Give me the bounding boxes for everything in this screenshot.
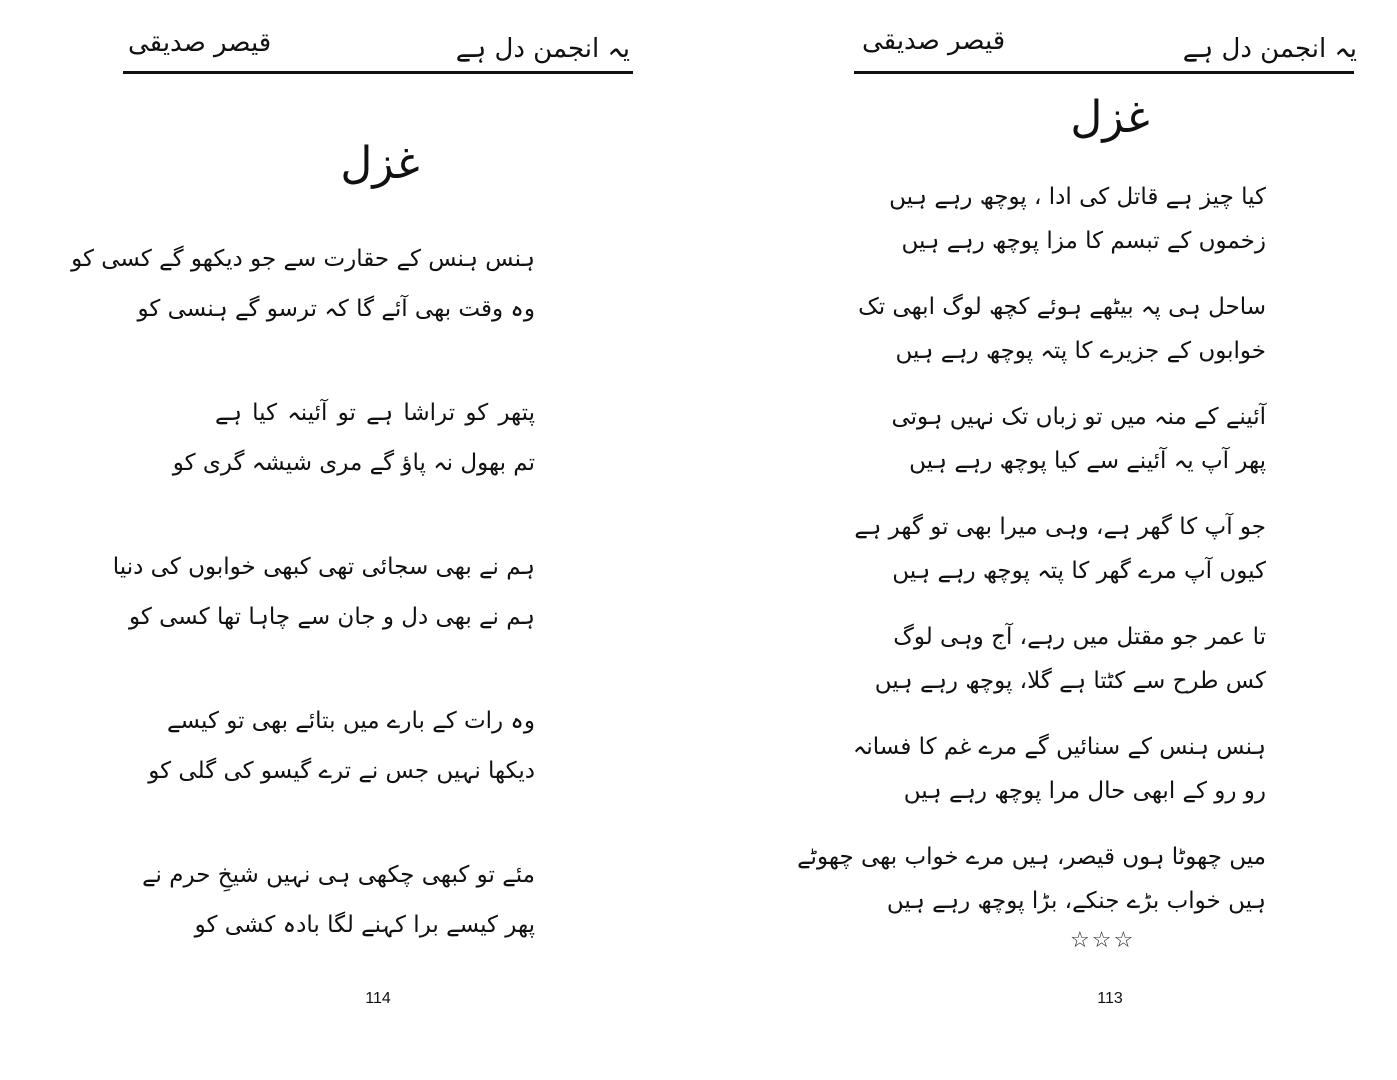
header-book-title: یہ انجمن دل ہے: [455, 34, 630, 64]
misra-first: ساحل ہی پہ بیٹھے ہوئے کچھ لوگ ابھی تک: [858, 294, 1266, 320]
misra-first: پتھر کو تراشا ہے تو آئینہ کیا ہے: [215, 400, 535, 426]
misra-second: کیوں آپ مرے گھر کا پتہ پوچھ رہے ہیں: [892, 558, 1266, 584]
couplet: [112, 554, 535, 656]
misra-second: کس طرح سے کٹتا ہے گلا، پوچھ رہے ہیں: [874, 668, 1266, 694]
header-author: قیصر صدیقی: [128, 28, 272, 58]
misra-second: تم بھول نہ پاؤ گے مری شیشہ گری کو: [172, 450, 535, 476]
misra-first: ہنس ہنس کے حقارت سے جو دیکھو گے کسی کو: [71, 246, 535, 272]
header-rule: [854, 71, 1354, 74]
ghazal-title: غزل: [1070, 92, 1150, 143]
misra-first: آئینے کے منہ میں تو زباں تک نہیں ہوتی: [891, 404, 1266, 430]
end-stars-ornament: ☆☆☆: [1070, 928, 1136, 953]
page-number: 113: [1097, 990, 1123, 1007]
misra-first: میں چھوٹا ہوں قیصر، ہیں مرے خواب بھی چھوٹے: [797, 844, 1266, 870]
page-number: 114: [365, 990, 391, 1007]
couplet: [142, 862, 535, 964]
misra-first: ہم نے بھی سجائی تھی کبھی خوابوں کی دنیا: [112, 554, 535, 580]
couplet: [172, 400, 535, 502]
left-page: [0, 0, 690, 1080]
misra-first: تا عمر جو مقتل میں رہے، آج وہی لوگ: [893, 624, 1266, 650]
couplet: [858, 294, 1266, 384]
misra-second: ہیں خواب بڑے جنکے، بڑا پوچھ رہے ہیں: [886, 888, 1266, 914]
misra-second: ہم نے بھی دل و جان سے چاہا تھا کسی کو: [128, 604, 535, 630]
header-author: قیصر صدیقی: [862, 26, 1006, 56]
couplet: [852, 734, 1266, 824]
ghazal-title: غزل: [340, 138, 420, 189]
misra-second: پھر کیسے برا کہنے لگا بادہ کشی کو: [194, 912, 535, 938]
misra-second: زخموں کے تبسم کا مزا پوچھ رہے ہیں: [901, 228, 1266, 254]
misra-first: ہنس ہنس کے سنائیں گے مرے غم کا فسانہ: [852, 734, 1266, 760]
couplet: [148, 708, 535, 810]
misra-second: پھر آپ یہ آئینے سے کیا پوچھ رہے ہیں: [909, 448, 1266, 474]
misra-first: مئے تو کبھی چکھی ہی نہیں شیخِ حرم نے: [142, 862, 535, 888]
right-page: [690, 0, 1397, 1080]
couplet: [71, 246, 535, 348]
misra-second: دیکھا نہیں جس نے ترے گیسو کی گلی کو: [148, 758, 535, 784]
misra-second: وہ وقت بھی آئے گا کہ ترسو گے ہنسی کو: [137, 296, 535, 322]
misra-second: رو رو کے ابھی حال مرا پوچھ رہے ہیں: [903, 778, 1266, 804]
couplet: [891, 404, 1266, 494]
header-book-title: یہ انجمن دل ہے: [1182, 34, 1357, 64]
couplet: [889, 184, 1266, 274]
couplet: [874, 624, 1266, 714]
misra-second: خوابوں کے جزیرے کا پتہ پوچھ رہے ہیں: [895, 338, 1266, 364]
header-rule: [123, 71, 633, 74]
couplet: [797, 844, 1266, 934]
misra-first: جو آپ کا گھر ہے، وہی میرا بھی تو گھر ہے: [854, 514, 1266, 540]
couplet: [854, 514, 1266, 604]
misra-first: وہ رات کے بارے میں بتائے بھی تو کیسے: [167, 708, 535, 734]
misra-first: کیا چیز ہے قاتل کی ادا ، پوچھ رہے ہیں: [889, 184, 1266, 210]
